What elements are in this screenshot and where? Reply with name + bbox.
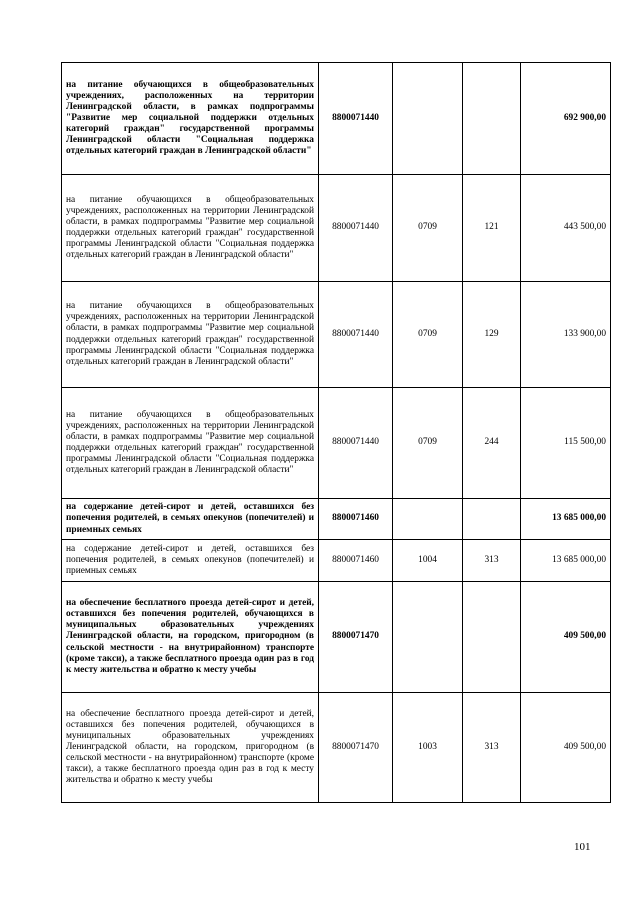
row-target-code: 8800071470	[319, 582, 393, 693]
row-amount: 115 500,00	[521, 388, 611, 499]
row-section-code	[393, 499, 463, 540]
row-section-code	[393, 582, 463, 693]
table-row	[62, 693, 611, 803]
budget-table-body	[62, 63, 611, 803]
row-expense-type: 244	[463, 388, 521, 499]
row-amount: 13 685 000,00	[521, 540, 611, 582]
row-amount: 13 685 000,00	[521, 499, 611, 540]
row-description: на обеспечение бесплатного проезда детей-сирот и детей, оставшихся без попечения родителей, обучающихся в муниципальных образовательных учреждениях Ленинградской области, на городском, пригородном (в сельской местности - на внутрирайонном) транспорте (кроме такси), а также бесплатного проезда один раз в год к месту жительства и обратно к месту учебы	[62, 693, 319, 803]
row-expense-type	[463, 63, 521, 175]
table-row	[62, 540, 611, 582]
row-target-code: 8800071440	[319, 175, 393, 282]
row-target-code: 8800071460	[319, 540, 393, 582]
row-description: на питание обучающихся в общеобразовательных учреждениях, расположенных на территории Ленинградской области, в рамках подпрограммы "Развитие мер социальной поддержки отдельных категорий граждан" государственной программы Ленинградской области "Социальная поддержка отдельных категорий граждан в Ленинградской области"	[62, 175, 319, 282]
row-amount: 692 900,00	[521, 63, 611, 175]
row-expense-type: 313	[463, 693, 521, 803]
row-expense-type: 121	[463, 175, 521, 282]
row-target-code: 8800071440	[319, 388, 393, 499]
table-row	[62, 175, 611, 282]
row-description: на содержание детей-сирот и детей, оставшихся без попечения родителей, в семьях опекунов (попечителей) и приемных семьях	[62, 540, 319, 582]
row-description: на питание обучающихся в общеобразовательных учреждениях, расположенных на территории Ленинградской области, в рамках подпрограммы "Развитие мер социальной поддержки отдельных категорий граждан" государственной программы Ленинградской области "Социальная поддержка отдельных категорий граждан в Ленинградской области"	[62, 63, 319, 175]
table-row	[62, 63, 611, 175]
row-amount: 133 900,00	[521, 282, 611, 388]
row-amount: 409 500,00	[521, 693, 611, 803]
table-row	[62, 282, 611, 388]
row-target-code: 8800071440	[319, 63, 393, 175]
row-description: на содержание детей-сирот и детей, оставшихся без попечения родителей, в семьях опекунов (попечителей) и приемных семьях	[62, 499, 319, 540]
row-target-code: 8800071460	[319, 499, 393, 540]
page-number: 101	[574, 841, 591, 853]
table-row	[62, 582, 611, 693]
row-section-code: 1003	[393, 693, 463, 803]
row-expense-type	[463, 582, 521, 693]
row-section-code: 0709	[393, 282, 463, 388]
row-expense-type	[463, 499, 521, 540]
table-row	[62, 499, 611, 540]
row-expense-type: 313	[463, 540, 521, 582]
row-section-code: 0709	[393, 175, 463, 282]
row-section-code: 0709	[393, 388, 463, 499]
row-target-code: 8800071440	[319, 282, 393, 388]
row-amount: 409 500,00	[521, 582, 611, 693]
row-expense-type: 129	[463, 282, 521, 388]
row-description: на обеспечение бесплатного проезда детей-сирот и детей, оставшихся без попечения родителей, обучающихся в муниципальных образовательных учреждениях Ленинградской области, на городском, пригородном (в сельской местности - на внутрирайонном) транспорте (кроме такси), а также бесплатного проезда один раз в год к месту жительства и обратно к месту учебы	[62, 582, 319, 693]
row-section-code: 1004	[393, 540, 463, 582]
row-section-code	[393, 63, 463, 175]
row-amount: 443 500,00	[521, 175, 611, 282]
row-target-code: 8800071470	[319, 693, 393, 803]
row-description: на питание обучающихся в общеобразовательных учреждениях, расположенных на территории Ленинградской области, в рамках подпрограммы "Развитие мер социальной поддержки отдельных категорий граждан" государственной программы Ленинградской области "Социальная поддержка отдельных категорий граждан в Ленинградской области"	[62, 388, 319, 499]
budget-table	[61, 62, 611, 803]
row-description: на питание обучающихся в общеобразовательных учреждениях, расположенных на территории Ленинградской области, в рамках подпрограммы "Развитие мер социальной поддержки отдельных категорий граждан" государственной программы Ленинградской области "Социальная поддержка отдельных категорий граждан в Ленинградской области"	[62, 282, 319, 388]
table-row	[62, 388, 611, 499]
